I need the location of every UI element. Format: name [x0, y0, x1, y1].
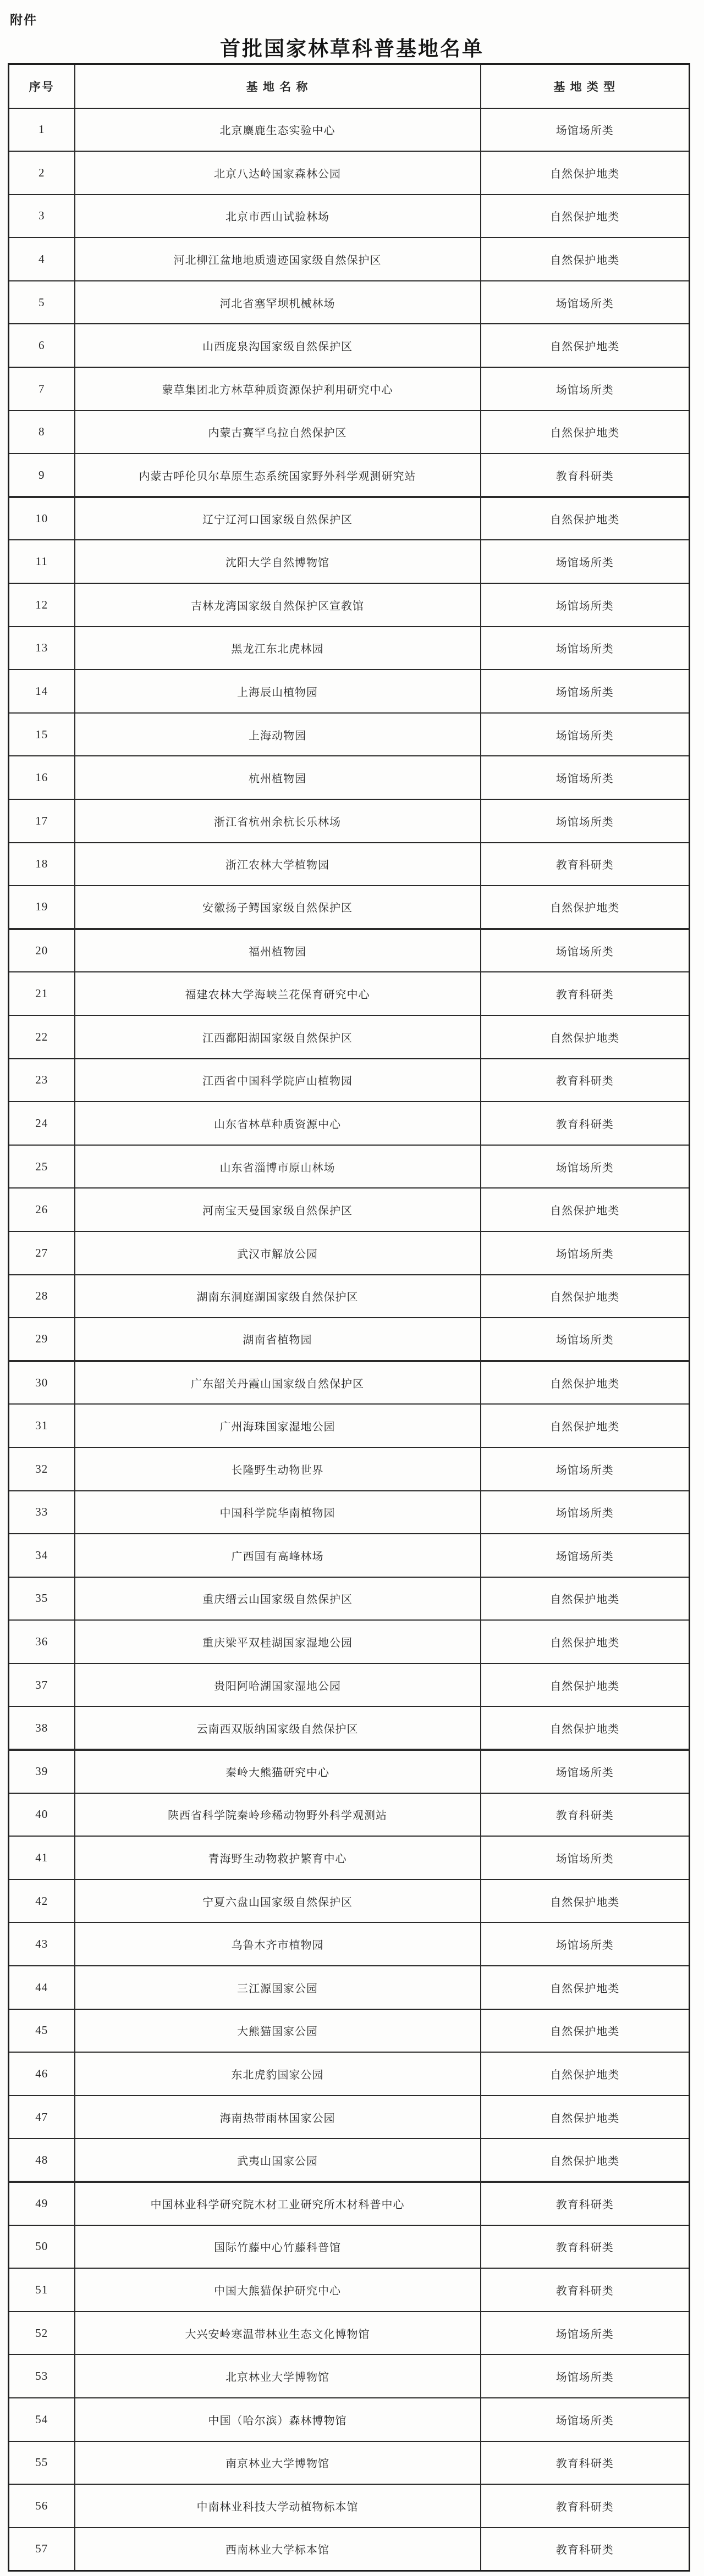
row-serial-number: 53 — [9, 2354, 75, 2398]
base-type-cell: 场馆场所类 — [481, 2398, 690, 2441]
row-serial-number: 31 — [9, 1404, 75, 1447]
base-type-cell: 教育科研类 — [481, 2225, 690, 2269]
row-serial-number: 51 — [9, 2268, 75, 2312]
base-name-cell: 东北虎豹国家公园 — [75, 2052, 481, 2096]
base-type-cell: 自然保护地类 — [481, 886, 690, 929]
base-name-cell: 黑龙江东北虎林园 — [75, 627, 481, 670]
table-row — [9, 1447, 690, 1491]
row-serial-number: 26 — [9, 1188, 75, 1231]
table-row — [9, 281, 690, 324]
base-type-cell: 教育科研类 — [481, 2182, 690, 2225]
row-serial-number: 34 — [9, 1534, 75, 1577]
row-serial-number: 5 — [9, 281, 75, 324]
table-row — [9, 2441, 690, 2485]
row-serial-number: 55 — [9, 2441, 75, 2485]
base-type-cell: 教育科研类 — [481, 843, 690, 886]
row-serial-number: 37 — [9, 1663, 75, 1707]
base-name-cell: 大熊猫国家公园 — [75, 2009, 481, 2053]
table-row — [9, 886, 690, 929]
base-name-cell: 海南热带雨林国家公园 — [75, 2096, 481, 2139]
table-row — [9, 2096, 690, 2139]
base-name-cell: 北京市西山试验林场 — [75, 195, 481, 238]
table-row — [9, 1706, 690, 1750]
base-type-cell: 自然保护地类 — [481, 2138, 690, 2182]
table-row — [9, 367, 690, 411]
base-type-cell: 教育科研类 — [481, 1102, 690, 1145]
row-serial-number: 38 — [9, 1706, 75, 1750]
base-name-cell: 山东省林草种质资源中心 — [75, 1102, 481, 1145]
base-type-cell: 教育科研类 — [481, 2268, 690, 2312]
row-serial-number: 10 — [9, 497, 75, 540]
base-name-cell: 福州植物园 — [75, 929, 481, 972]
page-title: 首批国家林草科普基地名单 — [220, 38, 484, 60]
row-serial-number: 15 — [9, 713, 75, 756]
base-type-cell: 场馆场所类 — [481, 670, 690, 713]
base-name-cell: 江西省中国科学院庐山植物园 — [75, 1059, 481, 1102]
row-serial-number: 32 — [9, 1447, 75, 1491]
base-type-cell: 教育科研类 — [481, 1793, 690, 1837]
header-base-name: 基 地 名 称 — [75, 64, 481, 108]
base-type-cell: 自然保护地类 — [481, 1620, 690, 1663]
table-row — [9, 1620, 690, 1663]
base-type-cell: 场馆场所类 — [481, 108, 690, 152]
base-type-cell: 教育科研类 — [481, 454, 690, 497]
row-serial-number: 27 — [9, 1231, 75, 1275]
base-type-cell: 场馆场所类 — [481, 1318, 690, 1361]
row-serial-number: 47 — [9, 2096, 75, 2139]
base-name-cell: 河北省塞罕坝机械林场 — [75, 281, 481, 324]
table-row — [9, 2009, 690, 2053]
row-serial-number: 9 — [9, 454, 75, 497]
row-serial-number: 57 — [9, 2528, 75, 2571]
base-type-cell: 自然保护地类 — [481, 324, 690, 367]
row-serial-number: 3 — [9, 195, 75, 238]
row-serial-number: 13 — [9, 627, 75, 670]
row-serial-number: 30 — [9, 1361, 75, 1405]
row-serial-number: 45 — [9, 2009, 75, 2053]
row-serial-number: 20 — [9, 929, 75, 972]
base-list-table — [8, 63, 690, 2572]
row-serial-number: 49 — [9, 2182, 75, 2225]
table-row — [9, 1275, 690, 1318]
row-serial-number: 17 — [9, 799, 75, 843]
base-type-cell: 场馆场所类 — [481, 1750, 690, 1793]
base-name-cell: 北京麋鹿生态实验中心 — [75, 108, 481, 152]
row-serial-number: 40 — [9, 1793, 75, 1837]
table-row — [9, 799, 690, 843]
table-row — [9, 670, 690, 713]
table-row — [9, 2268, 690, 2312]
table-row — [9, 2312, 690, 2355]
row-serial-number: 16 — [9, 756, 75, 799]
base-type-cell: 场馆场所类 — [481, 799, 690, 843]
base-name-cell: 中国林业科学研究院木材工业研究所木材科普中心 — [75, 2182, 481, 2225]
base-type-cell: 自然保护地类 — [481, 1188, 690, 1231]
base-type-cell: 自然保护地类 — [481, 237, 690, 281]
row-serial-number: 52 — [9, 2312, 75, 2355]
row-serial-number: 28 — [9, 1275, 75, 1318]
base-name-cell: 云南西双版纳国家级自然保护区 — [75, 1706, 481, 1750]
base-type-cell: 教育科研类 — [481, 972, 690, 1015]
row-serial-number: 33 — [9, 1491, 75, 1534]
base-type-cell: 场馆场所类 — [481, 1145, 690, 1189]
base-type-cell: 场馆场所类 — [481, 281, 690, 324]
row-serial-number: 48 — [9, 2138, 75, 2182]
table-row — [9, 1880, 690, 1923]
base-name-cell: 湖南省植物园 — [75, 1318, 481, 1361]
base-type-cell: 自然保护地类 — [481, 2052, 690, 2096]
base-type-cell: 场馆场所类 — [481, 713, 690, 756]
row-serial-number: 39 — [9, 1750, 75, 1793]
base-name-cell: 中国科学院华南植物园 — [75, 1491, 481, 1534]
base-name-cell: 沈阳大学自然博物馆 — [75, 540, 481, 583]
base-type-cell: 自然保护地类 — [481, 195, 690, 238]
row-serial-number: 8 — [9, 411, 75, 454]
base-type-cell: 自然保护地类 — [481, 1361, 690, 1405]
base-name-cell: 青海野生动物救护繁育中心 — [75, 1836, 481, 1880]
base-name-cell: 浙江省杭州余杭长乐林场 — [75, 799, 481, 843]
base-type-cell: 自然保护地类 — [481, 497, 690, 540]
table-row — [9, 583, 690, 627]
table-row — [9, 843, 690, 886]
base-type-cell: 自然保护地类 — [481, 1663, 690, 1707]
base-name-cell: 北京林业大学博物馆 — [75, 2354, 481, 2398]
row-serial-number: 56 — [9, 2484, 75, 2528]
table-row — [9, 2138, 690, 2182]
base-type-cell: 自然保护地类 — [481, 411, 690, 454]
row-serial-number: 46 — [9, 2052, 75, 2096]
table-row — [9, 411, 690, 454]
base-type-cell: 教育科研类 — [481, 2484, 690, 2528]
base-name-cell: 山西庞泉沟国家级自然保护区 — [75, 324, 481, 367]
base-name-cell: 江西鄱阳湖国家级自然保护区 — [75, 1015, 481, 1059]
base-type-cell: 场馆场所类 — [481, 1534, 690, 1577]
table-row — [9, 1793, 690, 1837]
row-serial-number: 2 — [9, 151, 75, 195]
base-name-cell: 上海辰山植物园 — [75, 670, 481, 713]
table-row — [9, 2182, 690, 2225]
base-name-cell: 杭州植物园 — [75, 756, 481, 799]
base-name-cell: 安徽扬子鳄国家级自然保护区 — [75, 886, 481, 929]
base-name-cell: 国际竹藤中心竹藤科普馆 — [75, 2225, 481, 2269]
table-row — [9, 1534, 690, 1577]
base-name-cell: 吉林龙湾国家级自然保护区宣教馆 — [75, 583, 481, 627]
base-type-cell: 自然保护地类 — [481, 1404, 690, 1447]
base-name-cell: 河北柳江盆地地质遗迹国家级自然保护区 — [75, 237, 481, 281]
table-row — [9, 929, 690, 972]
table-row — [9, 540, 690, 583]
base-name-cell: 河南宝天曼国家级自然保护区 — [75, 1188, 481, 1231]
base-name-cell: 乌鲁木齐市植物园 — [75, 1922, 481, 1966]
base-type-cell: 场馆场所类 — [481, 1922, 690, 1966]
base-name-cell: 大兴安岭寒温带林业生态文化博物馆 — [75, 2312, 481, 2355]
base-type-cell: 自然保护地类 — [481, 1706, 690, 1750]
base-name-cell: 武夷山国家公园 — [75, 2138, 481, 2182]
table-header-row — [9, 64, 690, 108]
base-name-cell: 浙江农林大学植物园 — [75, 843, 481, 886]
table-row — [9, 713, 690, 756]
table-body — [9, 108, 690, 2571]
table-row — [9, 972, 690, 1015]
base-name-cell: 内蒙古呼伦贝尔草原生态系统国家野外科学观测研究站 — [75, 454, 481, 497]
base-name-cell: 南京林业大学博物馆 — [75, 2441, 481, 2485]
base-name-cell: 上海动物园 — [75, 713, 481, 756]
table-row — [9, 1015, 690, 1059]
base-type-cell: 自然保护地类 — [481, 1015, 690, 1059]
base-name-cell: 北京八达岭国家森林公园 — [75, 151, 481, 195]
table-row — [9, 756, 690, 799]
table-row — [9, 195, 690, 238]
row-serial-number: 18 — [9, 843, 75, 886]
base-type-cell: 自然保护地类 — [481, 2009, 690, 2053]
base-name-cell: 内蒙古赛罕乌拉自然保护区 — [75, 411, 481, 454]
row-serial-number: 19 — [9, 886, 75, 929]
base-type-cell: 场馆场所类 — [481, 1447, 690, 1491]
table-row — [9, 1231, 690, 1275]
base-name-cell: 蒙草集团北方林草种质资源保护利用研究中心 — [75, 367, 481, 411]
base-name-cell: 贵阳阿哈湖国家湿地公园 — [75, 1663, 481, 1707]
table-row — [9, 324, 690, 367]
row-serial-number: 7 — [9, 367, 75, 411]
table-row — [9, 1318, 690, 1361]
base-name-cell: 三江源国家公园 — [75, 1966, 481, 2009]
table-row — [9, 454, 690, 497]
base-name-cell: 山东省淄博市原山林场 — [75, 1145, 481, 1189]
row-serial-number: 4 — [9, 237, 75, 281]
row-serial-number: 42 — [9, 1880, 75, 1923]
row-serial-number: 23 — [9, 1059, 75, 1102]
base-type-cell: 场馆场所类 — [481, 583, 690, 627]
row-serial-number: 35 — [9, 1577, 75, 1621]
header-base-type: 基 地 类 型 — [481, 64, 690, 108]
table-row — [9, 2484, 690, 2528]
base-type-cell: 自然保护地类 — [481, 2096, 690, 2139]
table-row — [9, 497, 690, 540]
base-type-cell: 场馆场所类 — [481, 1491, 690, 1534]
base-type-cell: 教育科研类 — [481, 2528, 690, 2571]
row-serial-number: 43 — [9, 1922, 75, 1966]
row-serial-number: 1 — [9, 108, 75, 152]
header-serial-number: 序号 — [9, 64, 75, 108]
row-serial-number: 29 — [9, 1318, 75, 1361]
row-serial-number: 11 — [9, 540, 75, 583]
table-row — [9, 237, 690, 281]
row-serial-number: 44 — [9, 1966, 75, 2009]
base-type-cell: 自然保护地类 — [481, 151, 690, 195]
table-row — [9, 1922, 690, 1966]
table-row — [9, 1663, 690, 1707]
base-name-cell: 湖南东洞庭湖国家级自然保护区 — [75, 1275, 481, 1318]
table-row — [9, 2398, 690, 2441]
table-row — [9, 1361, 690, 1405]
base-type-cell: 自然保护地类 — [481, 1577, 690, 1621]
row-serial-number: 54 — [9, 2398, 75, 2441]
row-serial-number: 41 — [9, 1836, 75, 1880]
base-type-cell: 场馆场所类 — [481, 367, 690, 411]
table-row — [9, 2354, 690, 2398]
base-name-cell: 宁夏六盘山国家级自然保护区 — [75, 1880, 481, 1923]
table-row — [9, 151, 690, 195]
table-row — [9, 2225, 690, 2269]
table-row — [9, 1577, 690, 1621]
base-type-cell: 场馆场所类 — [481, 2312, 690, 2355]
base-type-cell: 场馆场所类 — [481, 1231, 690, 1275]
row-serial-number: 22 — [9, 1015, 75, 1059]
attachment-label: 附件 — [10, 13, 37, 27]
base-name-cell: 西南林业大学标本馆 — [75, 2528, 481, 2571]
base-type-cell: 场馆场所类 — [481, 627, 690, 670]
base-name-cell: 中国（哈尔滨）森林博物馆 — [75, 2398, 481, 2441]
base-name-cell: 辽宁辽河口国家级自然保护区 — [75, 497, 481, 540]
table-row — [9, 1059, 690, 1102]
row-serial-number: 6 — [9, 324, 75, 367]
row-serial-number: 24 — [9, 1102, 75, 1145]
base-name-cell: 重庆缙云山国家级自然保护区 — [75, 1577, 481, 1621]
base-name-cell: 秦岭大熊猫研究中心 — [75, 1750, 481, 1793]
base-type-cell: 教育科研类 — [481, 2441, 690, 2485]
table-row — [9, 108, 690, 152]
base-name-cell: 广西国有高峰林场 — [75, 1534, 481, 1577]
table-row — [9, 1750, 690, 1793]
row-serial-number: 21 — [9, 972, 75, 1015]
table-row — [9, 1145, 690, 1189]
base-name-cell: 广州海珠国家湿地公园 — [75, 1404, 481, 1447]
base-name-cell: 中国大熊猫保护研究中心 — [75, 2268, 481, 2312]
base-type-cell: 自然保护地类 — [481, 1275, 690, 1318]
base-name-cell: 武汉市解放公园 — [75, 1231, 481, 1275]
base-type-cell: 场馆场所类 — [481, 1836, 690, 1880]
base-name-cell: 中南林业科技大学动植物标本馆 — [75, 2484, 481, 2528]
row-serial-number: 12 — [9, 583, 75, 627]
table-row — [9, 1102, 690, 1145]
base-type-cell: 自然保护地类 — [481, 1880, 690, 1923]
table-row — [9, 1966, 690, 2009]
base-type-cell: 场馆场所类 — [481, 929, 690, 972]
table-row — [9, 627, 690, 670]
base-type-cell: 场馆场所类 — [481, 756, 690, 799]
base-type-cell: 教育科研类 — [481, 1059, 690, 1102]
base-name-cell: 福建农林大学海峡兰花保育研究中心 — [75, 972, 481, 1015]
table-row — [9, 1188, 690, 1231]
base-name-cell: 长隆野生动物世界 — [75, 1447, 481, 1491]
base-name-cell: 重庆梁平双桂湖国家湿地公园 — [75, 1620, 481, 1663]
table-row — [9, 1836, 690, 1880]
row-serial-number: 50 — [9, 2225, 75, 2269]
base-name-cell: 广东韶关丹霞山国家级自然保护区 — [75, 1361, 481, 1405]
table-row — [9, 2052, 690, 2096]
base-type-cell: 场馆场所类 — [481, 540, 690, 583]
row-serial-number: 14 — [9, 670, 75, 713]
row-serial-number: 36 — [9, 1620, 75, 1663]
row-serial-number: 25 — [9, 1145, 75, 1189]
base-name-cell: 陕西省科学院秦岭珍稀动物野外科学观测站 — [75, 1793, 481, 1837]
base-type-cell: 自然保护地类 — [481, 1966, 690, 2009]
table-row — [9, 1491, 690, 1534]
table-row — [9, 1404, 690, 1447]
table-row — [9, 2528, 690, 2571]
base-type-cell: 场馆场所类 — [481, 2354, 690, 2398]
